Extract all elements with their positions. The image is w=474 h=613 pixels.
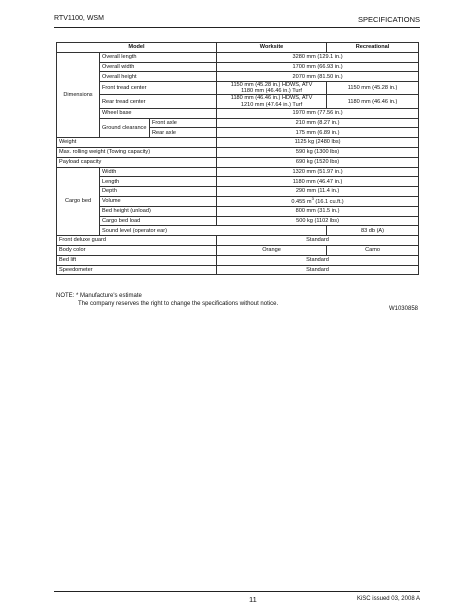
worksite-line: 1180 mm (46.46 in.) Turf (241, 88, 302, 95)
table-row (57, 177, 419, 187)
row-value: 2070 mm (81.50 in.) (217, 72, 419, 82)
row-value: 590 kg (1300 lbs) (217, 147, 419, 157)
row-label: Front deluxe guard (57, 236, 217, 246)
row-label: Bed height (unload) (100, 206, 217, 216)
note-line: The company reserves the right to change the specifications without notice. (78, 301, 279, 308)
note-line: NOTE: * Manufacture's estimate (56, 293, 142, 299)
row-label: Front tread center (100, 82, 217, 95)
row-label: Body color (57, 245, 217, 255)
row-value-recreational: 1180 mm (46.46 in.) (327, 95, 419, 108)
row-label: Sound level (operator ear) (100, 226, 327, 236)
header-divider (54, 27, 420, 28)
table-row (57, 187, 419, 197)
row-label: Length (100, 177, 217, 187)
row-label: Speedometer (57, 265, 217, 275)
table-row (57, 157, 419, 167)
table-row (57, 196, 419, 206)
row-value: 83 db (A) (327, 226, 419, 236)
group-cargo-bed: Cargo bed (57, 167, 100, 236)
row-label: Max. rolling weight (Towing capacity) (57, 147, 217, 157)
issue-info: KiSC issued 03, 2008 A (356, 596, 420, 602)
worksite-line: 1210 mm (47.64 in.) Turf (240, 101, 303, 108)
row-value: 500 kg (1102 lbs) (217, 216, 419, 226)
row-value-worksite (217, 82, 327, 95)
row-value: Standard (217, 236, 419, 246)
row-value: 290 mm (11.4 in.) (217, 187, 419, 197)
row-label: Overall width (100, 62, 217, 72)
group-dimensions: Dimensions (57, 52, 100, 137)
table-row (57, 265, 419, 275)
row-value-recreational: Camo (327, 245, 419, 255)
manual-title: RTV1100, WSM (54, 15, 104, 22)
document-code: W1030858 (388, 306, 418, 312)
row-value: 800 mm (31.5 in.) (217, 206, 419, 216)
row-label: Overall height (100, 72, 217, 82)
model-header: Model (57, 43, 217, 53)
row-value: 1700 mm (66.93 in.) (217, 62, 419, 72)
row-label: Cargo bed load (100, 216, 217, 226)
table-row (57, 118, 419, 128)
table-row (57, 236, 419, 246)
row-value: 1970 mm (77.56 in.) (217, 108, 419, 118)
table-row (57, 226, 419, 236)
table-row (57, 95, 419, 108)
row-value-worksite: Orange (217, 245, 327, 255)
row-value: Standard (217, 265, 419, 275)
row-value (217, 196, 419, 206)
table-note (56, 292, 278, 308)
row-value: 210 mm (8.27 in.) (217, 118, 419, 128)
row-label: Rear tread center (100, 95, 217, 108)
group-ground-clearance: Ground clearance (100, 118, 150, 138)
table-row (57, 255, 419, 265)
table-row (57, 138, 419, 148)
page-number: 11 (249, 595, 257, 604)
row-value: 1180 mm (46.47 in.) (217, 177, 419, 187)
table-row (57, 82, 419, 95)
worksite-line: 1180 mm (46.46 in.) HDWS, ATV (230, 95, 313, 102)
row-value-recreational: 1150 mm (45.28 in.) (327, 82, 419, 95)
row-label: Weight (57, 138, 217, 148)
row-label: Front axle (150, 118, 217, 128)
table-header-row (57, 43, 419, 53)
row-value: 1125 kg (2480 lbs) (217, 138, 419, 148)
volume-value: 0.455 m (291, 199, 312, 206)
footer-divider (54, 591, 420, 592)
volume-exponent: 3 (311, 196, 314, 202)
row-value-worksite (217, 95, 327, 108)
table-row (57, 167, 419, 177)
table-row (57, 108, 419, 118)
row-value: 690 kg (1520 lbs) (217, 157, 419, 167)
table-row (57, 147, 419, 157)
row-label: Payload capacity (57, 157, 217, 167)
table-row (57, 62, 419, 72)
worksite-line: 1150 mm (45.28 in.) HDWS, ATV (230, 82, 313, 89)
section-title: SPECIFICATIONS (358, 15, 420, 24)
table-row (57, 52, 419, 62)
row-value: Standard (217, 255, 419, 265)
specifications-table (56, 42, 419, 275)
table-row (57, 72, 419, 82)
row-label: Depth (100, 187, 217, 197)
volume-imperial: (16.1 cu.ft.) (313, 199, 344, 206)
row-label: Overall length (100, 52, 217, 62)
row-label: Bed lift (57, 255, 217, 265)
row-value: 3280 mm (129.1 in.) (217, 52, 419, 62)
row-value: 175 mm (6.89 in.) (217, 128, 419, 138)
table-row (57, 216, 419, 226)
table-row (57, 206, 419, 216)
row-label: Width (100, 167, 217, 177)
row-value: 1320 mm (51.97 in.) (217, 167, 419, 177)
row-label: Volume (100, 196, 217, 206)
row-label: Rear axle (150, 128, 217, 138)
row-label: Wheel base (100, 108, 217, 118)
recreational-header: Recreational (327, 43, 419, 53)
worksite-header: Worksite (217, 43, 327, 53)
table-row (57, 245, 419, 255)
